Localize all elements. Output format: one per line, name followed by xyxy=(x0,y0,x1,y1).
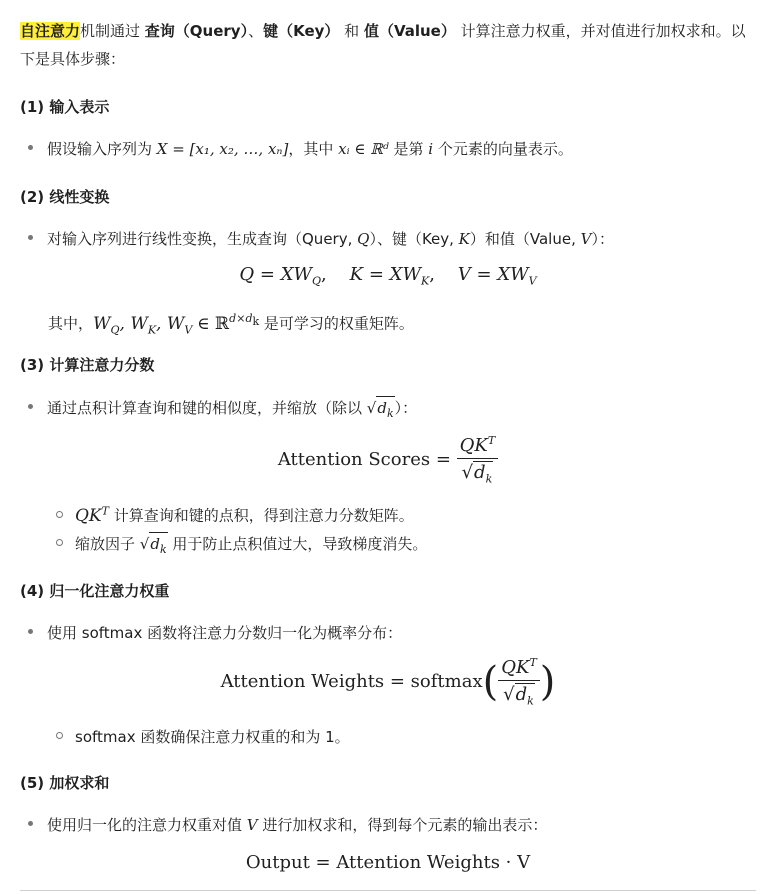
eq-label: Attention Weights = softmax xyxy=(220,670,483,692)
bullet-dot xyxy=(28,404,33,409)
text: 进行加权求和，得到每个元素的输出表示： xyxy=(257,816,548,834)
bullet-dot xyxy=(28,629,33,634)
math-inline: $QK^T$ xyxy=(75,504,109,526)
text: ）： xyxy=(591,230,614,248)
section-heading-2: (2) 线性变换 xyxy=(20,188,110,206)
bullet-dot xyxy=(28,235,33,240)
text: 个元素的向量表示。 xyxy=(433,140,573,158)
text: ）、键（Key, xyxy=(369,230,459,248)
intro-paragraph xyxy=(20,20,746,42)
math-sqrt-dk: $√d_k$ xyxy=(367,399,395,417)
text: 是第 xyxy=(388,140,429,158)
intro-paragraph-line2: 下是具体步骤： xyxy=(20,50,126,68)
math-inline: V xyxy=(246,816,258,834)
section-heading-1: (1) 输入表示 xyxy=(20,98,110,116)
bullet-item xyxy=(28,138,573,160)
math-inline: i xyxy=(428,140,434,158)
math-inline: Q xyxy=(357,230,370,248)
term-query: 查询（Query） xyxy=(144,22,249,40)
term-value: 值（Value） xyxy=(363,22,456,40)
text: 计算查询和键的点积，得到注意力分数矩阵。 xyxy=(108,506,414,525)
text: 对输入序列进行线性变换，生成查询（Query, xyxy=(47,230,358,248)
section-heading-5: (5) 加权求和 xyxy=(20,774,110,792)
math-inline: X = [x₁, x₂, …, xₙ] xyxy=(156,140,289,158)
bullet-dot xyxy=(28,821,33,826)
sub-bullet-item xyxy=(56,500,414,527)
section-heading-3: (3) 计算注意力分数 xyxy=(20,356,155,374)
equation-output: Output = Attention Weights · V xyxy=(245,852,531,873)
sub-bullet-circle xyxy=(56,732,63,739)
math-inline: ∈ ℝ$^{d\times d_k}$ xyxy=(197,312,260,334)
bullet-item xyxy=(28,814,547,836)
bullet-item xyxy=(28,228,614,250)
text: ，其中 xyxy=(288,140,339,158)
equation-attention-weights: Attention Weights = softmax( $\frac{QK^T}{√d_k}$ ) xyxy=(220,656,556,708)
term-key: 键（Key） xyxy=(263,22,340,40)
intro-text: 机制通过 xyxy=(80,22,145,40)
fraction: $\frac{QK^T}{√d_k}$ xyxy=(498,656,540,708)
text: 是可学习的权重矩阵。 xyxy=(259,314,414,333)
text: ）和值（Value, xyxy=(469,230,581,248)
sub-bullet-item xyxy=(56,532,427,561)
text: 使用归一化的注意力权重对值 xyxy=(47,816,247,834)
math-inline: $W_Q$, $W_K$, $W_V$ xyxy=(93,313,193,337)
text: 通过点积计算查询和键的相似度，并缩放（除以 xyxy=(47,399,367,417)
text: 缩放因子 xyxy=(75,535,140,553)
weights-note xyxy=(48,308,414,341)
divider xyxy=(20,890,756,891)
math-sqrt-dk: $√d_k$ xyxy=(140,535,168,553)
section-heading-4: (4) 归一化注意力权重 xyxy=(20,582,170,600)
highlight-self-attention: 自注意力 xyxy=(20,22,81,40)
text: 假设输入序列为 xyxy=(47,140,157,158)
intro-text: 计算注意力权重，并对值进行加权求和。以 xyxy=(455,22,746,40)
intro-text: 、 xyxy=(248,22,264,40)
intro-text: 和 xyxy=(339,22,364,40)
equation-linear-transform: $Q = XW_Q$, $K = XW_K$, $V = XW_V$ xyxy=(239,264,537,288)
bullet-dot xyxy=(28,145,33,150)
fraction: $\frac{QK^T}{√d_k}$ xyxy=(457,434,499,486)
text: 使用 softmax 函数将注意力分数归一化为概率分布： xyxy=(47,624,403,642)
sub-bullet-item xyxy=(56,726,350,748)
sub-bullet-circle xyxy=(56,511,63,518)
bullet-item xyxy=(28,622,402,644)
equation-attention-scores xyxy=(0,434,776,486)
text: 其中， xyxy=(48,314,94,333)
math-inline: V xyxy=(580,230,592,248)
text: ）： xyxy=(394,399,418,417)
bullet-item xyxy=(28,396,417,425)
eq-label: Attention Scores = xyxy=(277,448,457,470)
text: 用于防止点积值过大，导致梯度消失。 xyxy=(167,535,428,553)
math-inline: xᵢ ∈ ℝᵈ xyxy=(338,140,389,158)
math-inline: K xyxy=(458,230,470,248)
sub-bullet-circle xyxy=(56,539,63,546)
text: softmax 函数确保注意力权重的和为 1。 xyxy=(75,728,350,746)
